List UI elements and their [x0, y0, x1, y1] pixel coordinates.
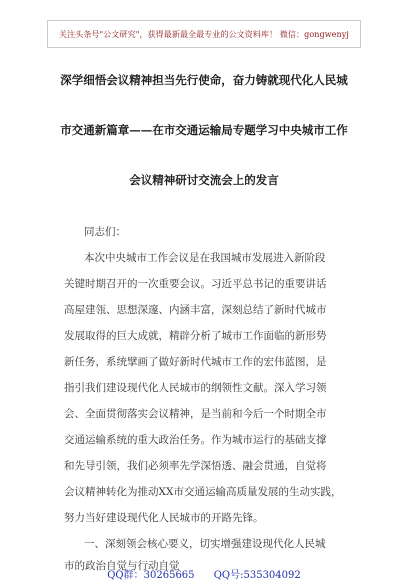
body-line: 和先导引领，我们必须率先学深悟透、融会贯通，自觉将	[64, 460, 327, 472]
title-line-1: 深学细悟会议精神担当先行使命，奋力铸就现代化人民城	[60, 73, 348, 87]
body-line: 关键时期召开的一次重要会议。习近平总书记的重要讲话	[64, 278, 327, 290]
body-line: 努力当好建设现代化人民城市的开路先锋。	[64, 512, 264, 524]
footer-qq-group: QQ群：30265665	[107, 570, 195, 581]
header-text: 关注头条号"公文研究"，获得最新最全最专业的公文资料库！ 微信：gongwenyj	[59, 29, 349, 39]
body-line: 新任务，系统擘画了做好新时代城市工作的宏伟蓝图，是	[64, 356, 327, 368]
footer-qq-number: QQ号:535304092	[213, 570, 301, 581]
footer	[0, 566, 408, 581]
section-heading-cont: 市的政治自觉与行动自觉	[64, 560, 180, 572]
body-line: 会、全面贯彻落实会议精神，是当前和今后一个时期全市	[64, 408, 327, 420]
body-line: 本次中央城市工作会议是在我国城市发展进入新阶段	[84, 252, 326, 264]
section-heading: 一、深刻领会核心要义，切实增强建设现代化人民城	[84, 538, 326, 550]
title-line-2: 市交通新篇章——在市交通运输局专题学习中央城市工作	[60, 123, 348, 137]
body-line: 高屋建瓴、思想深邃、内涵丰富，深刻总结了新时代城市	[64, 304, 327, 316]
body-line: 发展取得的巨大成就，精辟分析了城市工作面临的新形势	[64, 330, 327, 342]
title-line-3: 会议精神研讨交流会上的发言	[129, 173, 279, 187]
body-line: 指引我们建设现代化人民城市的纲领性文献。深入学习领	[64, 382, 327, 394]
salutation: 同志们：	[84, 226, 126, 238]
body-line: 会议精神转化为推动XX市交通运输高质量发展的生动实践，	[64, 486, 342, 498]
body-line: 交通运输系统的重大政治任务。作为城市运行的基础支撑	[64, 434, 327, 446]
header-banner	[47, 20, 361, 48]
